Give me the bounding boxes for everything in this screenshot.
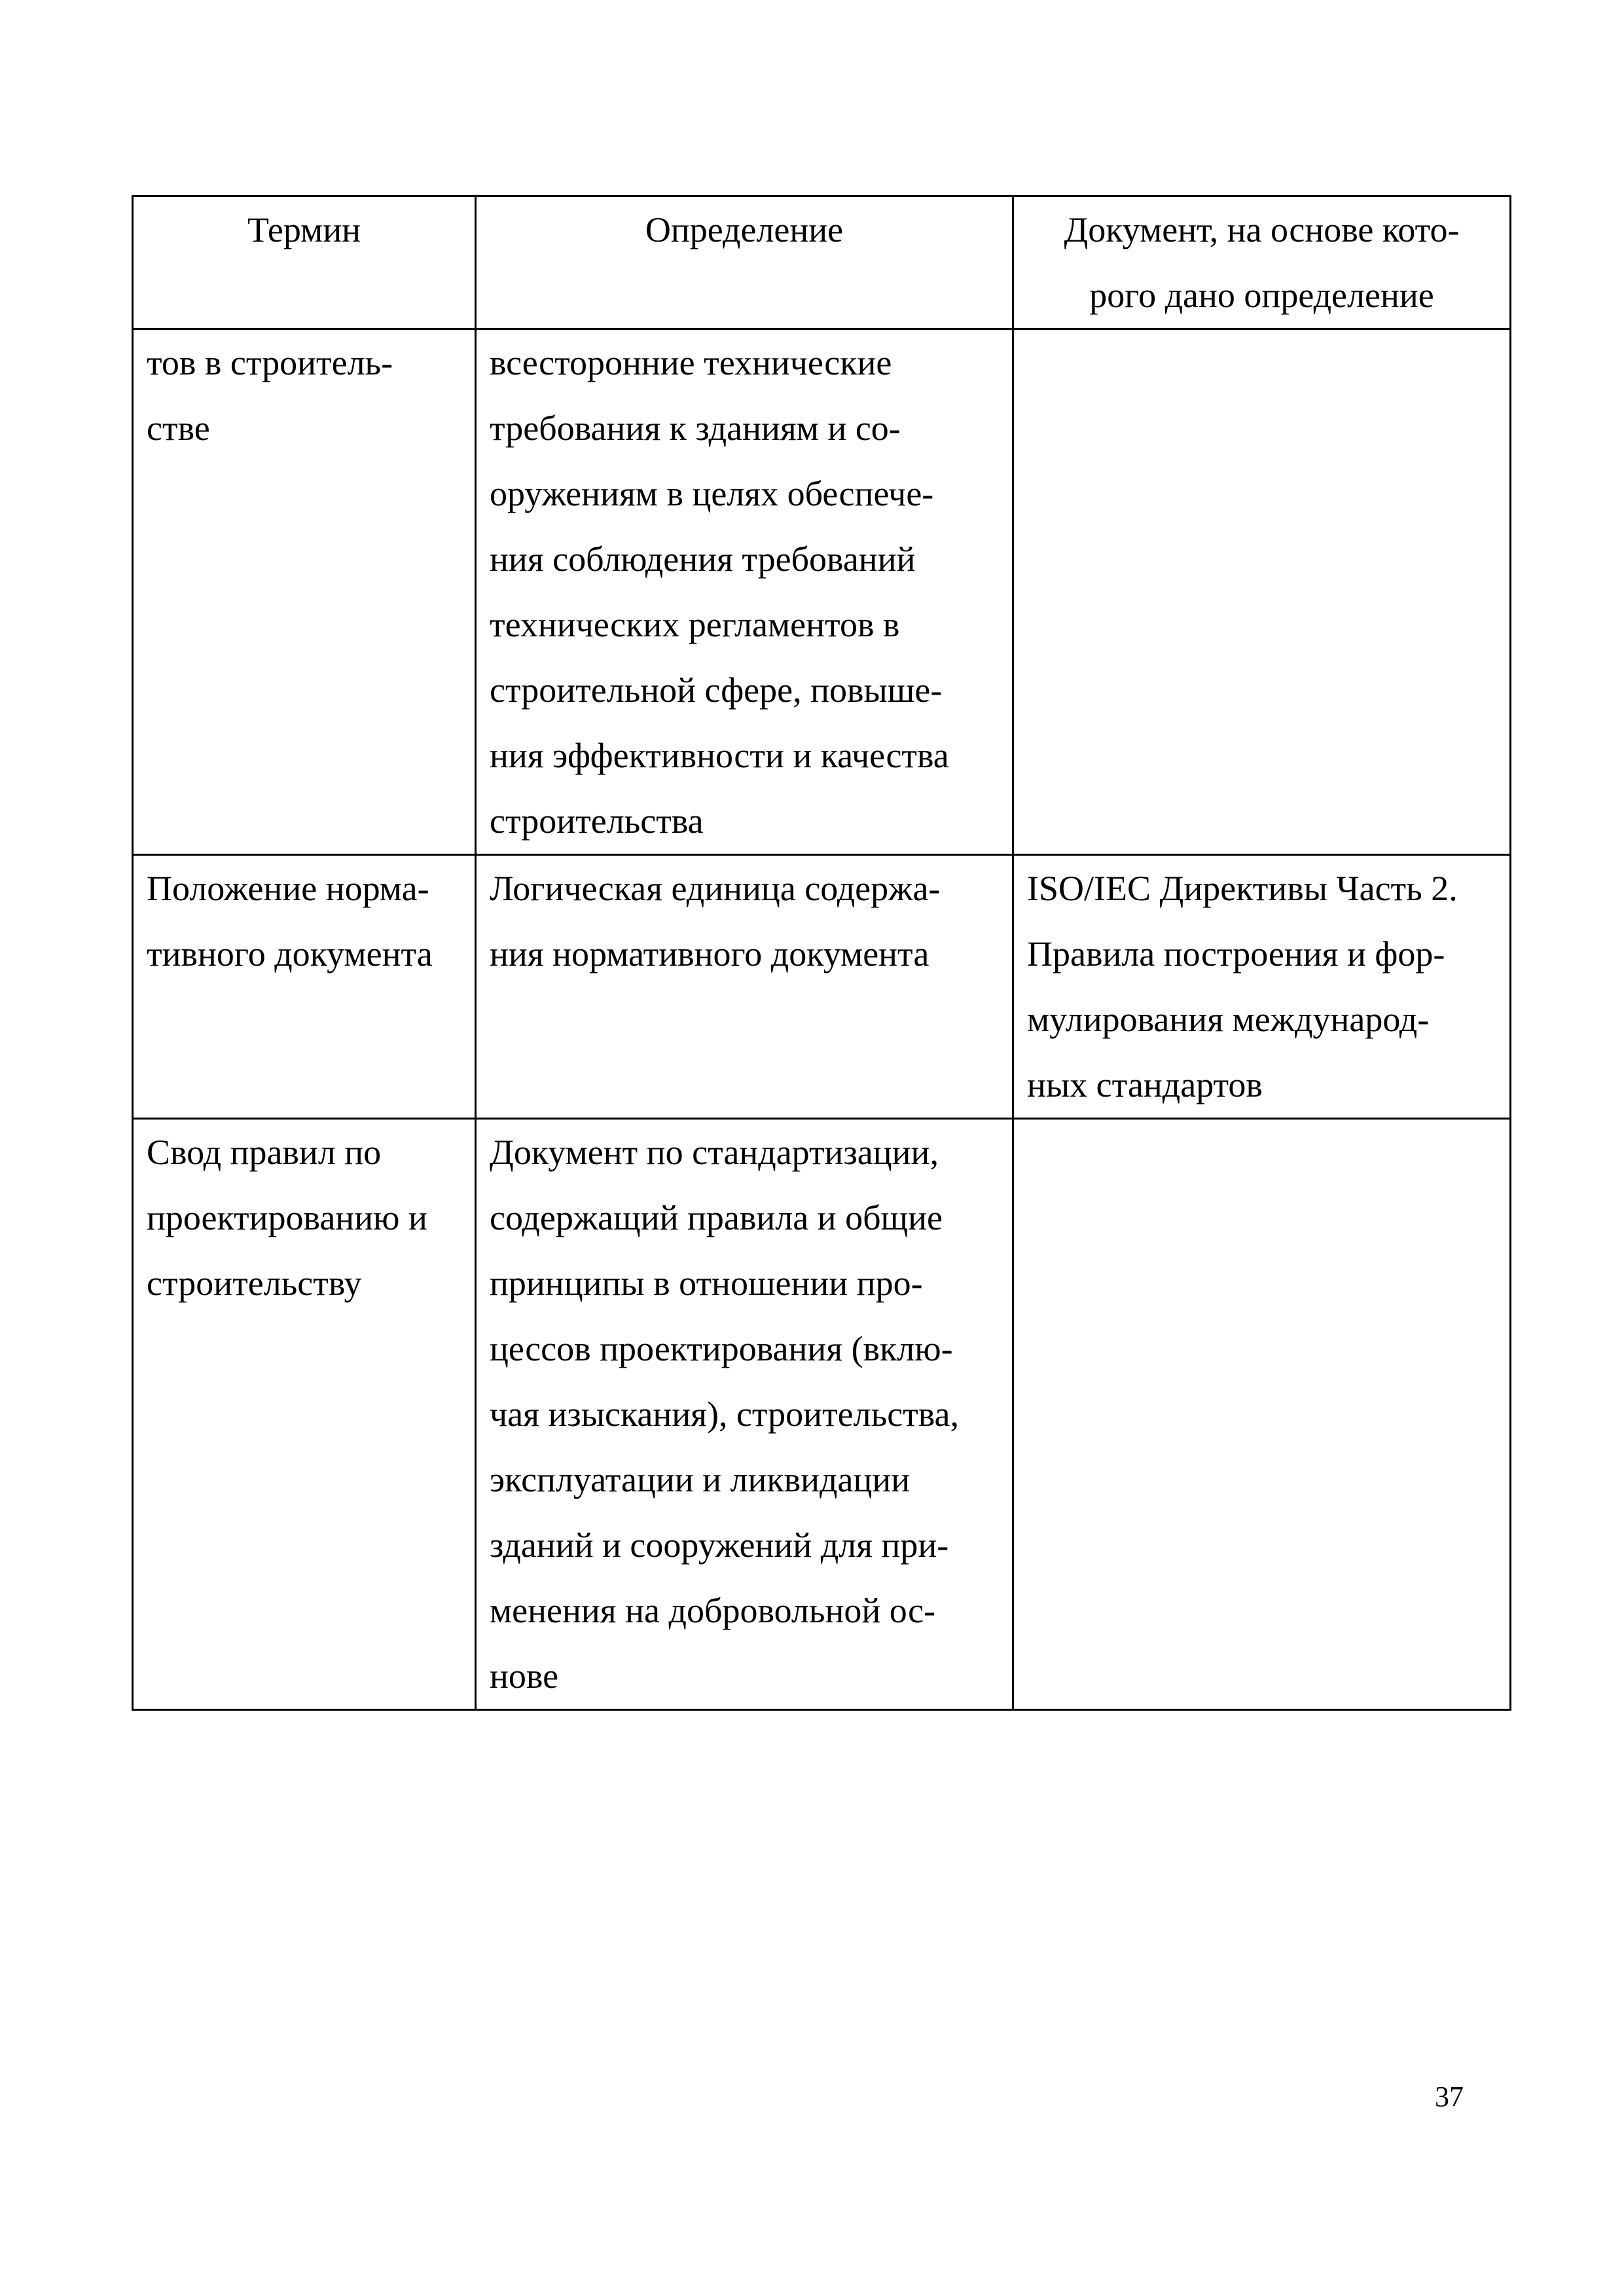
- source-cell: ISO/IEC Директивы Часть 2. Правила построения и фор- мулирования международ- ных стандартов: [1013, 855, 1511, 1119]
- terms-table: [132, 195, 1511, 1711]
- page-number: 37: [1435, 2081, 1464, 2113]
- header-source-document: [1013, 196, 1511, 329]
- source-cell: [1013, 329, 1511, 855]
- table-header-row: [133, 196, 1511, 329]
- header-term: Термин: [133, 196, 476, 329]
- table-row: [133, 1119, 1511, 1710]
- definition-cell: всесторонние технические требования к зданиям и со- оружениям в целях обеспече- ния соблюдения требований технических регламентов в строительной сфере, повыше- ния эффективности и качества строительства: [476, 329, 1013, 855]
- term-cell: Свод правил по проектированию и строительству: [133, 1119, 476, 1710]
- term-cell: Положение норма- тивного документа: [133, 855, 476, 1119]
- table-row: [133, 329, 1511, 855]
- term-cell: тов в строитель- стве: [133, 329, 476, 855]
- definition-cell: Документ по стандартизации, содержащий правила и общие принципы в отношении про- цессов проектирования (вклю- чая изыскания), строительства, эксплуатации и ликвидации зданий и сооружений для при- менения на добровольной ос- нове: [476, 1119, 1013, 1710]
- source-cell: [1013, 1119, 1511, 1710]
- table-row: [133, 855, 1511, 1119]
- header-source-line: Документ, на основе кото-: [1064, 210, 1460, 249]
- definition-cell: Логическая единица содержа- ния нормативного документа: [476, 855, 1013, 1119]
- header-source-line: рого дано определение: [1089, 276, 1434, 315]
- header-definition: Определение: [476, 196, 1013, 329]
